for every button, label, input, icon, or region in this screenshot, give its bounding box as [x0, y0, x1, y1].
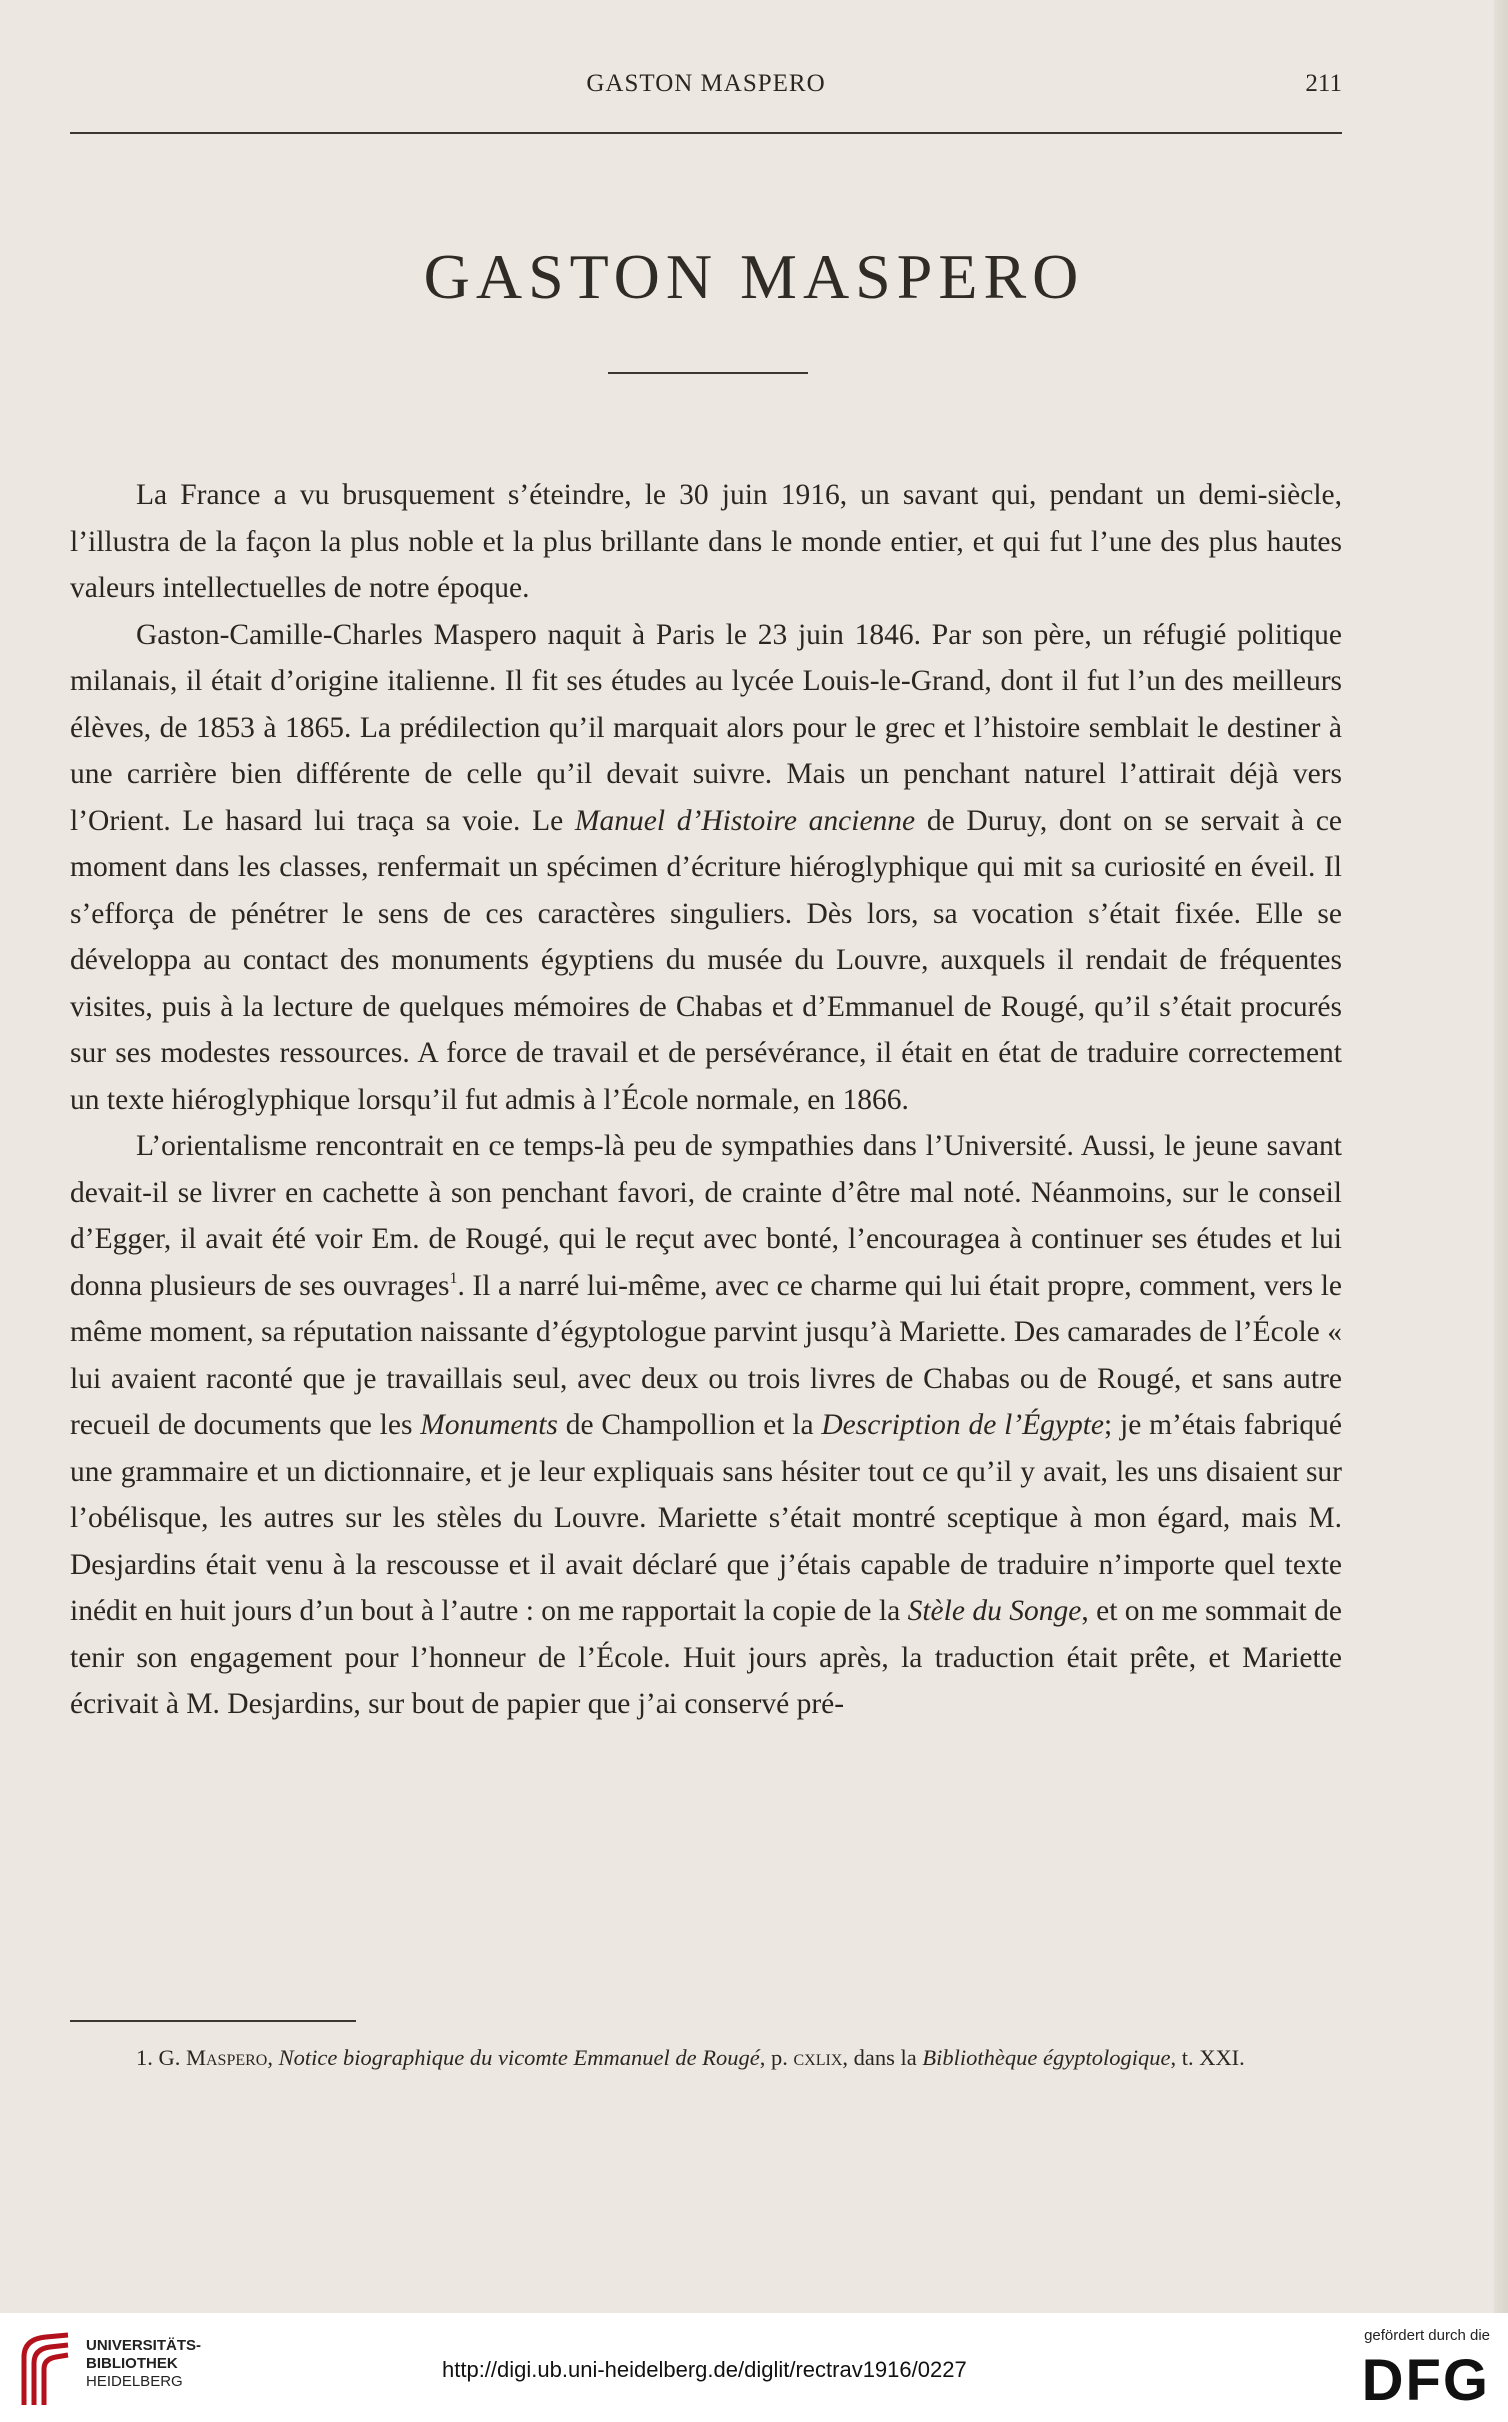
italic-text: Stèle du Songe [907, 1595, 1082, 1627]
italic-text: Bibliothèque égyptologique [922, 2045, 1171, 2070]
institution-line-3: HEIDELBERG [86, 2373, 183, 2390]
running-head [70, 70, 1342, 110]
small-caps-text: Maspero [186, 2045, 268, 2070]
small-caps-text: cxlix [793, 2045, 843, 2070]
text-run: de Champollion et la [557, 1409, 822, 1441]
text-run: L’orientalisme rencontrait en ce temps-là peu de sympathies dans l’Université. Aussi, le jeune savant devait-il se livrer en cachette à son penchant favori, de crainte d’être mal noté. Néanmoins, sur le conseil d’Egger, il avait été voir Em. de Rougé, qui le reçut avec bonté, l’encouragea à continuer ses études et lui donna plusieurs de ses ouvrages [70, 1130, 1342, 1302]
footnote-ref: 1 [449, 1269, 458, 1287]
article-title: GASTON MASPERO [423, 241, 1085, 312]
text-run: , t. XXI. [1170, 2045, 1245, 2070]
paragraph-1 [70, 472, 1342, 612]
footnote-rule [70, 2020, 356, 2022]
text-run: La France a vu brusquement s’éteindre, le 30 juin 1916, un savant qui, pendant un demi-siècle, l’illustra de la façon la plus noble et la plus brillante dans le monde entier, et qui fut l’une des plus hautes valeurs intellectuelles de notre époque. [70, 479, 1342, 604]
university-library-name [86, 2337, 201, 2391]
text-run: , dans la [842, 2045, 923, 2070]
italic-text: Monuments [420, 1409, 558, 1441]
funded-by-label: gefördert durch die [1364, 2327, 1490, 2344]
article-body [70, 472, 1342, 1728]
footnote [70, 2042, 1342, 2074]
text-run: , p. [759, 2045, 794, 2070]
text-run: de Duruy, dont on se servait à ce moment dans les classes, renfermait un spécimen d’écriture hiéroglyphique qui mit sa curiosité en éveil. Il s’efforça de pénétrer le sens de ces caractères singuliers. Dès lors, sa vocation s’était fixée. Elle se développa au contact des monuments égyptiens du musée du Louvre, auxquels il rendait de fréquentes visites, puis à la lecture de quelques mémoires de Chabas et d’Emmanuel de Rougé, qu’il s’était procurés sur ses modestes ressources. A force de travail et de persévérance, il était en état de traduire correctement un texte hiéroglyphique lorsqu’il fut admis à l’École normale, en 1866. [70, 804, 1343, 1116]
italic-text: Manuel d’Histoire ancienne [574, 804, 916, 837]
page-edge-shadow [1494, 0, 1508, 2313]
italic-text: Notice biographique du vicomte Emmanuel de Rougé [278, 2045, 760, 2070]
text-run: 1. G. [136, 2045, 186, 2070]
university-logo-icon [16, 2327, 76, 2411]
institution-line-1: UNIVERSITÄTS- [86, 2337, 202, 2354]
dfg-logo: DFG [1361, 2348, 1490, 2413]
running-head-title: GASTON MASPERO [586, 70, 826, 97]
institution-line-2: BIBLIOTHEK [86, 2355, 178, 2372]
paragraph-2 [70, 612, 1342, 1124]
text-run: ; je m’étais fabriqué une grammaire et un dictionnaire, et je leur expliquais sans hésiter tout ce qu’il y avait, les uns disaient sur l’obélisque, les autres sur les stèles du Louvre. Mariette s’était montré sceptique à mon égard, mais M. Desjardins était venu à la rescousse et il avait déclaré que j’étais capable de traduire n’importe quel texte inédit en huit jours d’un bout à l’autre : on me rapportait la copie de la [70, 1409, 1342, 1627]
text-run: . Il a narré lui-même, avec ce charme qui lui était propre, comment, vers le même moment, sa réputation naissante d’égyptologue parvint jusqu’à Mariette. Des camarades de l’École « lui avaient raconté que je travaillais seul, avec deux ou trois livres de Chabas ou de Rougé, et sans autre recueil de documents que les [70, 1269, 1342, 1441]
title-rule [608, 372, 808, 374]
italic-text: Description de l’Égypte [821, 1409, 1105, 1441]
viewer-footer [0, 2313, 1508, 2422]
text-run: , et on me sommait de tenir son engagement pour l’honneur de l’École. Huit jours après, la traduction était prête, et Mariette écrivait à M. Desjardins, sur bout de papier que j’ai conservé pré- [70, 1595, 1342, 1720]
text-run: Gaston-Camille-Charles Maspero naquit à Paris le 23 juin 1846. Par son père, un réfugié politique milanais, il était d’origine italienne. Il fit ses études au lycée Louis-le-Grand, dont il fut l’un des meilleurs élèves, de 1853 à 1865. La prédilection qu’il marquait alors pour le grec et l’histoire semblait le destiner à une carrière bien différente de celle qu’il devait suivre. Mais un penchant naturel l’attirait déjà vers l’Orient. Le hasard lui traça sa voie. Le [70, 618, 1342, 837]
paragraph-3 [70, 1123, 1342, 1728]
text-run: , [267, 2045, 279, 2070]
page-number: 211 [1305, 70, 1342, 97]
permalink-url[interactable]: http://digi.ub.uni-heidelberg.de/diglit/rectrav1916/0227 [442, 2357, 967, 2382]
header-rule [70, 132, 1342, 134]
